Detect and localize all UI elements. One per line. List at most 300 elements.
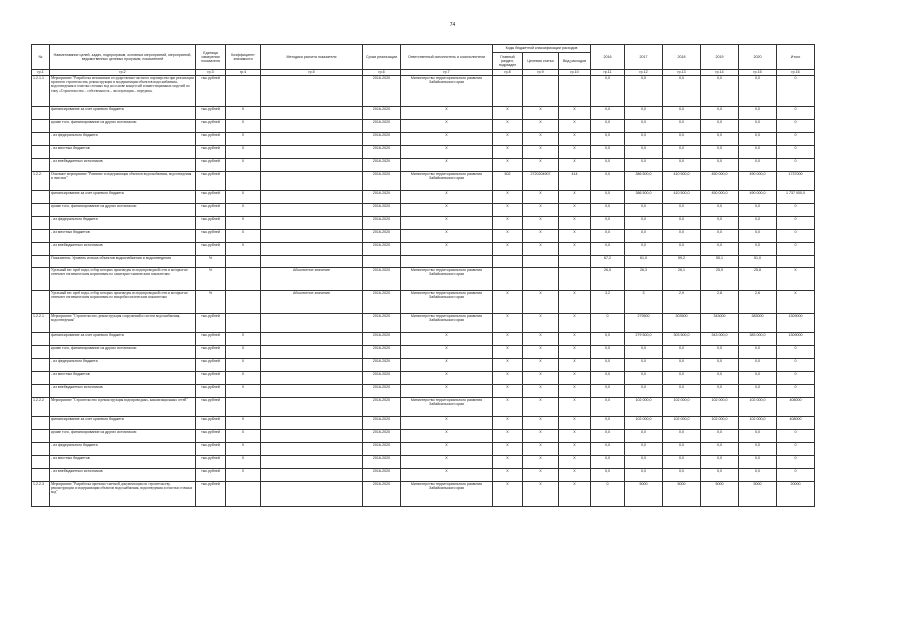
row-term: 2016-2020 — [363, 76, 401, 107]
row-number — [32, 133, 50, 146]
header-unit: Единица измерения показателя — [196, 45, 226, 70]
table-row — [32, 230, 815, 243]
row-name: - из местных бюджетов — [50, 146, 196, 159]
header-name: Наименование целей, задач, подпрограмм, основных мероприятий, мероприятий, ведомственных целевых программ, показателей — [50, 45, 196, 70]
row-value-2017: 0,0 — [625, 120, 663, 133]
table-row — [32, 430, 815, 443]
row-value-2019: 0,0 — [701, 204, 739, 217]
row-code-razdel: Х — [493, 314, 523, 333]
header-code-target: Целевая статья — [523, 53, 559, 70]
row-code-razdel: Х — [493, 146, 523, 159]
row-total: 0 — [777, 204, 815, 217]
row-coefficient: Х — [226, 146, 261, 159]
row-name: финансирование за счет краевого бюджета — [50, 417, 196, 430]
row-method — [261, 204, 363, 217]
row-code-target: Х — [523, 159, 559, 172]
row-value-2018: 0,0 — [663, 217, 701, 230]
row-value-2019: 0,0 — [701, 146, 739, 159]
row-coefficient: Х — [226, 346, 261, 359]
row-code-target: Х — [523, 456, 559, 469]
table-row — [32, 417, 815, 430]
row-number — [32, 268, 50, 291]
row-value-2020: 25,8 — [739, 268, 777, 291]
row-code-razdel: Х — [493, 243, 523, 256]
row-total: 0 — [777, 469, 815, 482]
row-value-2018: 0,0 — [663, 76, 701, 107]
row-value-2016: 0,0 — [591, 417, 625, 430]
row-code-target: Х — [523, 417, 559, 430]
row-value-2018: 5000 — [663, 482, 701, 507]
row-value-2017: 0,0 — [625, 159, 663, 172]
row-term: 2016-2020 — [363, 359, 401, 372]
row-code-razdel: Х — [493, 430, 523, 443]
row-code-target: 2720204907 — [523, 172, 559, 191]
row-coefficient — [226, 291, 261, 314]
row-method: Абсолютное значение — [261, 291, 363, 314]
row-code-type — [559, 256, 591, 268]
row-value-2020: 0,0 — [739, 359, 777, 372]
row-method — [261, 243, 363, 256]
row-name: Мероприятие "Строительство, реконструкция сооружений и систем водоснабжения, водоотведения" — [50, 314, 196, 333]
row-value-2017: 0,0 — [625, 372, 663, 385]
row-executor: Х — [401, 372, 493, 385]
header-codes: Коды бюджетной классификации расходов — [493, 45, 591, 53]
row-value-2016: 0,0 — [591, 217, 625, 230]
row-value-2017: 0,0 — [625, 385, 663, 398]
row-executor: Х — [401, 120, 493, 133]
row-total: Х — [777, 291, 815, 314]
row-total: 0 — [777, 217, 815, 230]
row-value-2020: 102 000,0 — [739, 398, 777, 417]
row-term: 2016-2020 — [363, 133, 401, 146]
row-name: Удельный вес проб воды, отбор которых произведен из водопроводной сети и которые не отвечают гигиеническим нормативам по микробиологическим показателям — [50, 291, 196, 314]
row-value-2017: 0,0 — [625, 204, 663, 217]
row-number — [32, 146, 50, 159]
row-code-razdel: Х — [493, 204, 523, 217]
row-unit: тыс.рублей — [196, 107, 226, 120]
row-value-2018: 410 500,0 — [663, 191, 701, 204]
row-term: 2016-2020 — [363, 314, 401, 333]
row-total: 0 — [777, 230, 815, 243]
row-term: 2016-2020 — [363, 456, 401, 469]
row-value-2018: 102 000,0 — [663, 417, 701, 430]
row-term: 2016-2020 — [363, 159, 401, 172]
row-coefficient: Х — [226, 230, 261, 243]
row-code-razdel: Х — [493, 372, 523, 385]
table-row — [32, 456, 815, 469]
row-number — [32, 191, 50, 204]
row-executor: Министерство территориального развития Забайкальского края — [401, 76, 493, 107]
row-total: Х — [777, 268, 815, 291]
row-name: - из внебюджетных источников — [50, 243, 196, 256]
row-name: - из федерального бюджета — [50, 359, 196, 372]
row-code-type: Х — [559, 204, 591, 217]
row-number: 1.2.2. — [32, 172, 50, 191]
row-code-target — [523, 76, 559, 107]
row-executor: Х — [401, 443, 493, 456]
column-number-cell: гр.6 — [363, 70, 401, 76]
row-code-type: Х — [559, 372, 591, 385]
row-method — [261, 107, 363, 120]
row-value-2020: 0,0 — [739, 346, 777, 359]
row-executor: Х — [401, 469, 493, 482]
row-coefficient: Х — [226, 385, 261, 398]
row-total: 1309000 — [777, 333, 815, 346]
row-code-target: Х — [523, 217, 559, 230]
table-row — [32, 243, 815, 256]
row-name: - из федерального бюджета — [50, 217, 196, 230]
row-total: 0 — [777, 346, 815, 359]
row-code-type: Х — [559, 159, 591, 172]
row-total: 0 — [777, 146, 815, 159]
row-value-2020: 2,6 — [739, 291, 777, 314]
row-value-2019: 0,0 — [701, 372, 739, 385]
row-term: 2016-2020 — [363, 268, 401, 291]
row-total: 0 — [777, 372, 815, 385]
row-code-target: Х — [523, 120, 559, 133]
row-unit: тыс.рублей — [196, 133, 226, 146]
row-term: 2016-2020 — [363, 146, 401, 159]
row-total: 0 — [777, 359, 815, 372]
table-row — [32, 359, 815, 372]
row-code-target — [523, 256, 559, 268]
row-value-2017: 0,0 — [625, 443, 663, 456]
column-number-cell: гр.10 — [559, 70, 591, 76]
row-coefficient — [226, 314, 261, 333]
row-code-target: Х — [523, 243, 559, 256]
row-value-2020: 490 000,0 — [739, 191, 777, 204]
row-executor: Министерство территориального развития Забайкальского края — [401, 482, 493, 507]
row-coefficient: Х — [226, 133, 261, 146]
row-coefficient: Х — [226, 456, 261, 469]
row-code-type: Х — [559, 133, 591, 146]
header-coef: Коэффициент значимости — [226, 45, 261, 70]
row-value-2017: 0,0 — [625, 456, 663, 469]
row-method — [261, 146, 363, 159]
row-total: 20000 — [777, 482, 815, 507]
row-value-2018: 0,0 — [663, 385, 701, 398]
row-value-2016: 0,0 — [591, 146, 625, 159]
header-method: Методика расчета показателя — [261, 45, 363, 70]
row-value-2020: 0,0 — [739, 372, 777, 385]
row-value-2020: 102 000,0 — [739, 417, 777, 430]
row-unit: тыс.рублей — [196, 120, 226, 133]
row-value-2020: 5000 — [739, 482, 777, 507]
row-value-2020: 0,0 — [739, 430, 777, 443]
row-code-target: Х — [523, 359, 559, 372]
row-number — [32, 159, 50, 172]
row-term: 2016-2020 — [363, 417, 401, 430]
row-code-razdel: Х — [493, 191, 523, 204]
row-executor: Х — [401, 204, 493, 217]
row-value-2017: 386 500,0 — [625, 172, 663, 191]
table-row — [32, 268, 815, 291]
row-number: 1.2.2.2 — [32, 398, 50, 417]
row-name: - из местных бюджетов — [50, 372, 196, 385]
row-value-2016: 0,0 — [591, 385, 625, 398]
row-unit: тыс.рублей — [196, 243, 226, 256]
row-value-2016: 0,0 — [591, 172, 625, 191]
row-code-razdel: Х — [493, 133, 523, 146]
row-code-type: Х — [559, 314, 591, 333]
row-code-razdel: Х — [493, 469, 523, 482]
row-executor: Х — [401, 159, 493, 172]
row-code-type: Х — [559, 291, 591, 314]
table-body — [32, 76, 815, 507]
row-method — [261, 385, 363, 398]
row-value-2018: 0,0 — [663, 120, 701, 133]
row-value-2020: 0,0 — [739, 76, 777, 107]
row-code-type: Х — [559, 346, 591, 359]
row-term: 2016-2020 — [363, 120, 401, 133]
row-executor: Х — [401, 456, 493, 469]
row-total: 0 — [777, 385, 815, 398]
row-unit: % — [196, 291, 226, 314]
row-value-2020: 0,0 — [739, 385, 777, 398]
row-executor: Х — [401, 107, 493, 120]
row-code-type: Х — [559, 120, 591, 133]
row-number — [32, 230, 50, 243]
row-value-2016: 0,0 — [591, 346, 625, 359]
row-total: 1309000 — [777, 314, 815, 333]
row-number — [32, 256, 50, 268]
row-name: финансирование за счет краевого бюджета — [50, 107, 196, 120]
row-method — [261, 120, 363, 133]
row-term: 2016-2020 — [363, 291, 401, 314]
row-value-2017: 0,0 — [625, 359, 663, 372]
row-value-2018: 26,1 — [663, 268, 701, 291]
table-row — [32, 107, 815, 120]
column-number-cell: гр.1 — [32, 70, 50, 76]
table-row — [32, 443, 815, 456]
row-unit: тыс.рублей — [196, 482, 226, 507]
column-number-cell: гр.4 — [226, 70, 261, 76]
table-row — [32, 482, 815, 507]
row-code-type: Х — [559, 333, 591, 346]
row-number — [32, 217, 50, 230]
row-code-type: Х — [559, 469, 591, 482]
row-number — [32, 469, 50, 482]
row-number — [32, 372, 50, 385]
row-coefficient: Х — [226, 159, 261, 172]
row-method: Абсолютное значение — [261, 268, 363, 291]
row-unit: тыс.рублей — [196, 430, 226, 443]
row-value-2020: 0,0 — [739, 469, 777, 482]
row-name: Мероприятие "Разработка механизмов государственно-частного партнерства при реализации проектов строительства, реконструкции и модернизации объектов водоснабжения, водоотведения и очистки сточных вод на основе концессий и инвестиционных моделей по типу «Строительство – собственность – эксплуатация – передача» — [50, 76, 196, 107]
row-value-2019: 343000 — [701, 314, 739, 333]
row-value-2017: 0,0 — [625, 76, 663, 107]
row-total: 0 — [777, 133, 815, 146]
row-method — [261, 256, 363, 268]
header-year-2016: 2016 — [591, 45, 625, 70]
column-number-cell: гр.5 — [261, 70, 363, 76]
row-value-2017: 5000 — [625, 482, 663, 507]
row-code-type: Х — [559, 443, 591, 456]
table-row — [32, 333, 815, 346]
row-number — [32, 291, 50, 314]
row-method — [261, 417, 363, 430]
row-code-type: Х — [559, 417, 591, 430]
row-executor: Х — [401, 417, 493, 430]
column-number-cell: гр.13 — [663, 70, 701, 76]
row-value-2019: 0,0 — [701, 243, 739, 256]
header-year-2020: 2020 — [739, 45, 777, 70]
header-year-2017: 2017 — [625, 45, 663, 70]
column-number-cell: гр.12 — [625, 70, 663, 76]
row-value-2018: 410 500,0 — [663, 172, 701, 191]
row-value-2020: 0,0 — [739, 243, 777, 256]
row-method — [261, 346, 363, 359]
row-value-2018: 102 000,0 — [663, 398, 701, 417]
row-total: 0 — [777, 443, 815, 456]
row-number: 1.2.2.3 — [32, 482, 50, 507]
column-number-cell: гр.15 — [739, 70, 777, 76]
row-number — [32, 443, 50, 456]
row-value-2017: 3 — [625, 291, 663, 314]
row-value-2020: 383000 — [739, 314, 777, 333]
row-value-2020: 0,0 — [739, 204, 777, 217]
row-value-2019: 0,0 — [701, 359, 739, 372]
row-code-razdel: Х — [493, 443, 523, 456]
row-code-target: Х — [523, 204, 559, 217]
row-value-2016: 0,0 — [591, 398, 625, 417]
row-code-razdel: Х — [493, 385, 523, 398]
row-code-type — [559, 76, 591, 107]
row-value-2019: 0,0 — [701, 120, 739, 133]
row-value-2018: 0,0 — [663, 372, 701, 385]
row-name: кроме того, финансирование из других источников: — [50, 346, 196, 359]
row-code-type: Х — [559, 482, 591, 507]
column-number-cell: гр.14 — [701, 70, 739, 76]
row-name: - из внебюджетных источников — [50, 469, 196, 482]
row-method — [261, 443, 363, 456]
row-coefficient — [226, 268, 261, 291]
row-value-2017: 0,0 — [625, 346, 663, 359]
row-name: финансирование за счет краевого бюджета — [50, 333, 196, 346]
row-coefficient: Х — [226, 120, 261, 133]
row-term: 2016-2020 — [363, 230, 401, 243]
row-number — [32, 359, 50, 372]
row-method — [261, 191, 363, 204]
row-name: - из внебюджетных источников — [50, 159, 196, 172]
row-code-target — [523, 268, 559, 291]
row-value-2016: 0,0 — [591, 159, 625, 172]
row-code-target: Х — [523, 385, 559, 398]
row-value-2019: 0,0 — [701, 159, 739, 172]
row-code-razdel: Х — [493, 346, 523, 359]
row-value-2016: 0,0 — [591, 430, 625, 443]
row-executor: Министерство территориального развития Забайкальского края — [401, 314, 493, 333]
row-code-razdel: Х — [493, 120, 523, 133]
row-code-target: Х — [523, 372, 559, 385]
row-code-target: Х — [523, 107, 559, 120]
row-value-2017: 0,0 — [625, 146, 663, 159]
row-value-2019: 450 000,0 — [701, 191, 739, 204]
row-code-type: 414 — [559, 172, 591, 191]
row-unit: тыс.рублей — [196, 398, 226, 417]
table-row — [32, 256, 815, 268]
row-method — [261, 469, 363, 482]
row-code-type: Х — [559, 359, 591, 372]
row-value-2016: 0 — [591, 314, 625, 333]
column-number-cell: гр.2 — [50, 70, 196, 76]
row-number — [32, 346, 50, 359]
row-value-2018: 59,2 — [663, 256, 701, 268]
row-code-target: Х — [523, 482, 559, 507]
row-unit: тыс.рублей — [196, 172, 226, 191]
row-executor: Министерство территориального развития Забайкальского края — [401, 398, 493, 417]
row-executor: Х — [401, 346, 493, 359]
row-value-2019: 55,1 — [701, 256, 739, 268]
row-name: Мероприятие "Строительство и реконструкция водопроводных, канализационных сетей" — [50, 398, 196, 417]
row-value-2017: 26,3 — [625, 268, 663, 291]
row-value-2017: 279500 — [625, 314, 663, 333]
row-value-2018: 0,0 — [663, 107, 701, 120]
header-code-razdel: Главный раздел, подраздел — [493, 53, 523, 70]
row-name: кроме того, финансирование из других источников: — [50, 120, 196, 133]
row-code-razdel: Х — [493, 217, 523, 230]
row-coefficient — [226, 398, 261, 417]
row-name: финансирование за счет краевого бюджета — [50, 191, 196, 204]
row-code-razdel — [493, 256, 523, 268]
row-value-2019: 0,0 — [701, 346, 739, 359]
row-value-2016: 0,0 — [591, 204, 625, 217]
row-executor: Х — [401, 385, 493, 398]
row-code-razdel: Х — [493, 417, 523, 430]
row-method — [261, 482, 363, 507]
row-code-razdel: Х — [493, 230, 523, 243]
row-coefficient: Х — [226, 417, 261, 430]
row-method — [261, 230, 363, 243]
program-table — [31, 44, 815, 507]
row-method — [261, 398, 363, 417]
row-value-2016: 0,0 — [591, 333, 625, 346]
row-executor: Х — [401, 243, 493, 256]
row-value-2019: 2,8 — [701, 291, 739, 314]
row-total: 0 — [777, 76, 815, 107]
row-term: 2016-2020 — [363, 430, 401, 443]
row-unit: тыс.рублей — [196, 456, 226, 469]
row-value-2017: 0,0 — [625, 217, 663, 230]
row-total: 1737000 — [777, 172, 815, 191]
row-value-2018: 2,9 — [663, 291, 701, 314]
row-total — [777, 256, 815, 268]
row-value-2019: 450 000,0 — [701, 172, 739, 191]
row-method — [261, 314, 363, 333]
row-number — [32, 417, 50, 430]
row-method — [261, 172, 363, 191]
row-value-2019: 5000 — [701, 482, 739, 507]
row-value-2019: 0,0 — [701, 443, 739, 456]
row-number — [32, 430, 50, 443]
row-value-2016: 0,0 — [591, 120, 625, 133]
header-year-2018: 2018 — [663, 45, 701, 70]
row-value-2016: 3,2 — [591, 291, 625, 314]
row-code-target: Х — [523, 191, 559, 204]
row-total: 408000 — [777, 417, 815, 430]
table-row — [32, 398, 815, 417]
column-number-cell: гр.3 — [196, 70, 226, 76]
row-value-2016: 67,2 — [591, 256, 625, 268]
table-row — [32, 146, 815, 159]
column-number-cell: гр.16 — [777, 70, 815, 76]
row-code-razdel: Х — [493, 482, 523, 507]
row-unit: тыс.рублей — [196, 469, 226, 482]
row-value-2016: 0,0 — [591, 469, 625, 482]
row-number — [32, 243, 50, 256]
row-total: 0 — [777, 107, 815, 120]
row-value-2018: 0,0 — [663, 346, 701, 359]
